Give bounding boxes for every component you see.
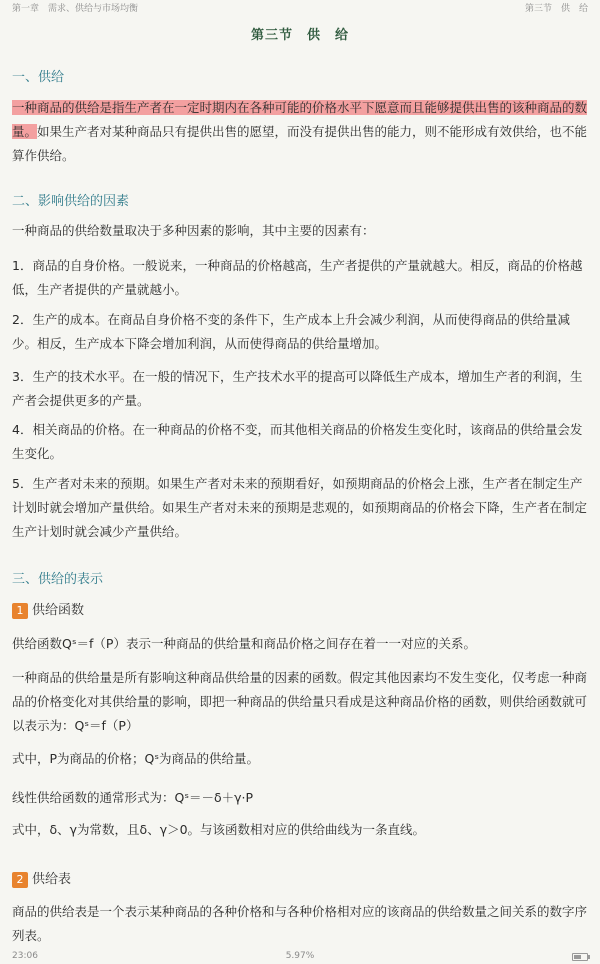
chapter-label: 第一章 需求、供给与市场均衡 — [12, 4, 139, 14]
factor-item-5: 5．生产者对未来的预期。如果生产者对未来的预期看好，如预期商品的价格会上涨，生产者在制定生产计划时就会增加产量供给。如果生产者对未来的预期是悲观的，如预期商品的价格会下降，生产者在制定生产计划时就会减少产量供给。 — [12, 476, 588, 539]
battery-icon — [572, 953, 588, 964]
subheading-label: 供给函数 — [32, 603, 85, 618]
paragraph-supply-definition — [12, 96, 588, 168]
heading-supply: 一、供给 — [12, 70, 65, 85]
factor-item-3: 3．生产的技术水平。在一般的情况下，生产技术水平的提高可以降低生产成本，增加生产者的利润，生产者会提供更多的产量。 — [12, 369, 583, 408]
reading-progress: 5.97% — [285, 951, 315, 961]
paragraph-text: 如果生产者对某种商品只有提供出售的愿望，而没有提供出售的能力，则不能形成有效供给，也不能算作供给。 — [12, 124, 588, 163]
subheading-supply-schedule — [12, 868, 71, 888]
heading-representation: 三、供给的表示 — [12, 572, 104, 587]
subheading-supply-function — [12, 599, 84, 619]
paragraph-supply-schedule: 商品的供给表是一个表示某种商品的各种价格和与各种价格相对应的该商品的供给数量之间关系的数字序列表。 — [12, 904, 588, 943]
top-status-bar — [0, 0, 600, 14]
section-label: 第三节 供 给 — [524, 4, 588, 14]
heading-factors: 二、影响供给的因素 — [12, 194, 130, 209]
factor-item-4: 4．相关商品的价格。在一种商品的价格不变，而其他相关商品的价格发生变化时，该商品的供给量会发生变化。 — [12, 422, 583, 461]
paragraph-function-detail: 一种商品的供给量是所有影响这种商品供给量的因素的函数。假定其他因素均不发生变化，仅考虑一种商品的价格变化对其供给量的影响，即把一种商品的供给量只看成是这种商品价格的函数，则供给函数就可以表示为：Qˢ＝f（P） — [12, 670, 588, 733]
subheading-label: 供给表 — [32, 872, 72, 887]
paragraph-function-vars: 式中，P为商品的价格；Qˢ为商品的供给量。 — [12, 751, 260, 766]
paragraph-constants: 式中，δ、γ为常数，且δ、γ＞0。与该函数相对应的供给曲线为一条直线。 — [12, 822, 426, 837]
factor-item-1: 1．商品的自身价格。一般说来，一种商品的价格越高，生产者提供的产量就越大。相反，商品的价格越低，生产者提供的产量就越小。 — [12, 258, 583, 297]
paragraph-function-def: 供给函数Qˢ＝f（P）表示一种商品的供给量和商品价格之间存在着一一对应的关系。 — [12, 636, 476, 651]
factor-item-2: 2．生产的成本。在商品自身价格不变的条件下，生产成本上升会减少利润，从而使得商品的供给量减少。相反，生产成本下降会增加利润，从而使得商品的供给量增加。 — [12, 312, 570, 351]
paragraph-linear-function: 线性供给函数的通常形式为：Qˢ＝－δ＋γ·P — [12, 790, 254, 805]
highlighted-text[interactable]: 一种商品的供给是指生产者在一定时期内在各种可能的价格水平下愿意而且能够提供出售的该种商品的数量。 — [12, 100, 588, 139]
number-badge: 1 — [12, 603, 28, 619]
paragraph-factors-intro: 一种商品的供给数量取决于多种因素的影响，其中主要的因素有： — [12, 223, 375, 238]
bottom-status-bar — [0, 950, 600, 964]
page-title: 第三节 供 给 — [250, 28, 349, 43]
number-badge: 2 — [12, 872, 28, 888]
clock: 23:06 — [12, 951, 38, 961]
